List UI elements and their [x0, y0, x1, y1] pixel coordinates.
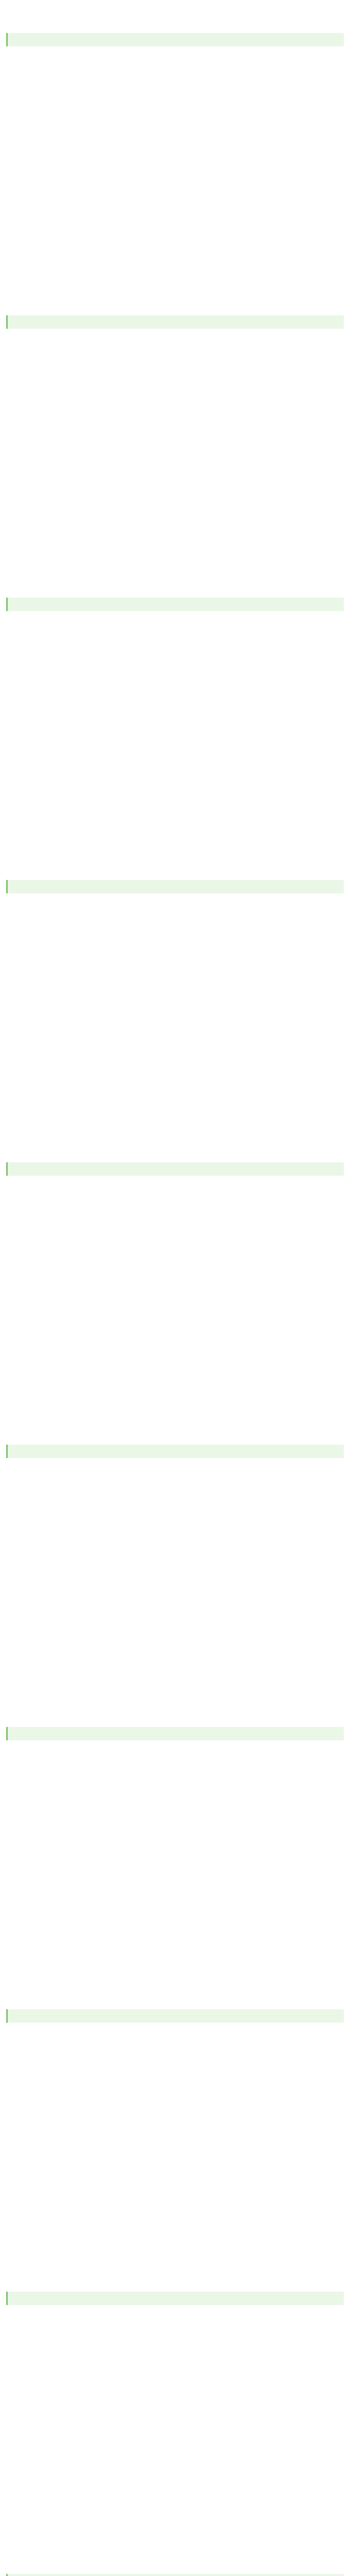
solution-section [6, 315, 344, 590]
section-answer [6, 2276, 344, 2284]
section-answer [6, 865, 344, 873]
section-caption [6, 1445, 344, 1458]
section-caption [6, 880, 344, 893]
sections-container [6, 33, 344, 2576]
section-answer [6, 1429, 344, 1437]
section-answer [6, 300, 344, 308]
section-answer [6, 2558, 344, 2567]
site-header [6, 3, 344, 16]
section-caption [6, 1162, 344, 1176]
section-body [6, 2305, 344, 2558]
section-body [6, 2023, 344, 2276]
section-caption [6, 1727, 344, 1740]
solution-section [6, 598, 344, 873]
solution-section [6, 2574, 344, 2576]
solution-section [6, 1445, 344, 1720]
section-answer [6, 1711, 344, 1720]
section-body [6, 1740, 344, 1994]
solution-section [6, 33, 344, 308]
section-caption [6, 2292, 344, 2305]
section-body [6, 1176, 344, 1429]
section-answer [6, 1994, 344, 2002]
section-caption [6, 2009, 344, 2023]
section-body [6, 611, 344, 865]
section-caption [6, 315, 344, 329]
section-body [6, 1458, 344, 1711]
solution-section [6, 880, 344, 1155]
document-title [6, 19, 344, 28]
section-body [6, 893, 344, 1147]
solution-section [6, 2292, 344, 2567]
solution-section [6, 2009, 344, 2284]
section-caption [6, 2574, 344, 2576]
solution-section [6, 1727, 344, 2002]
section-caption [6, 33, 344, 46]
section-caption [6, 598, 344, 611]
solution-section [6, 1162, 344, 1437]
section-body [6, 46, 344, 300]
section-answer [6, 582, 344, 590]
section-body [6, 329, 344, 582]
section-answer [6, 1147, 344, 1155]
